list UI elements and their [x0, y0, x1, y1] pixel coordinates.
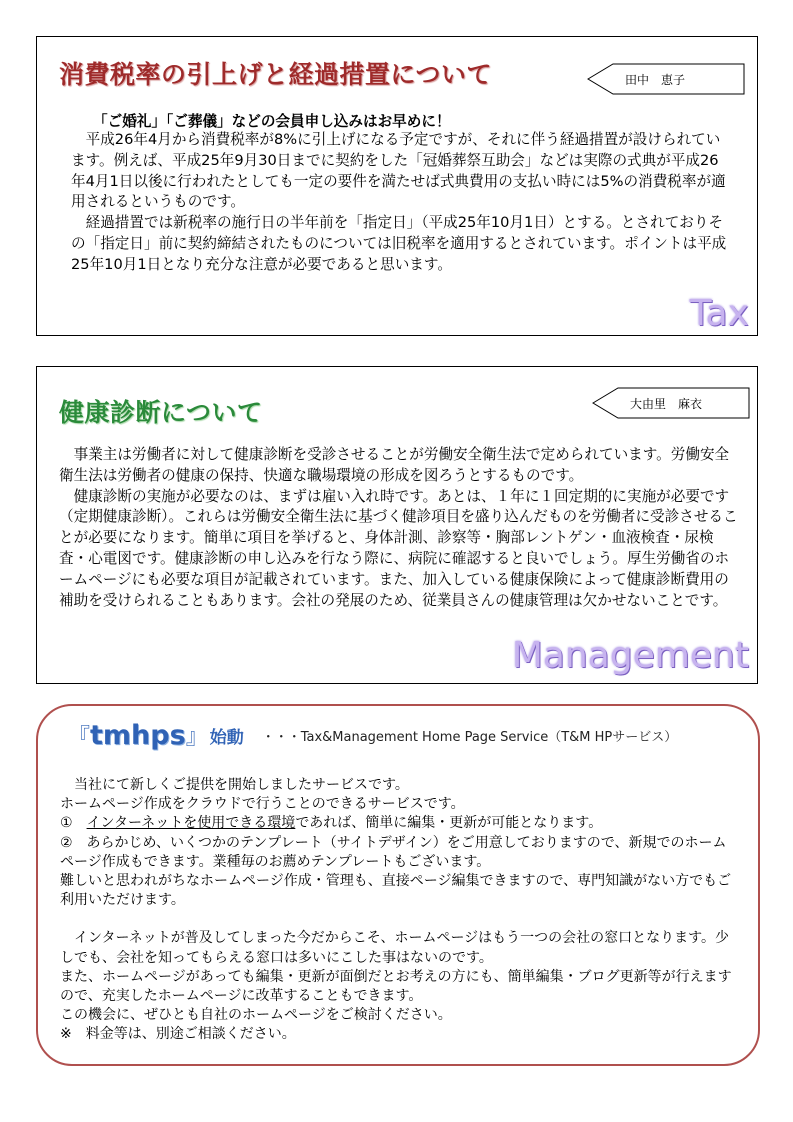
- bracket-close: 』: [185, 725, 208, 750]
- author-tag: [587, 63, 745, 95]
- tmhps-line-2: ホームページ作成をクラウドで行うことのできるサービスです。: [60, 796, 465, 813]
- health-paragraph-1: 事業主は労働者に対して健康診断を受診させることが労働安全衛生法で定められています。労働安全衛生法は労働者の健康の保持、快適な職場環境の形成を図ろうとするものです。: [59, 446, 730, 484]
- tax-article: [36, 36, 758, 336]
- tmhps-start-label: 始動: [209, 728, 244, 748]
- tmhps-line-1: 当社にて新しくご提供を開始しましたサービスです。: [60, 777, 409, 793]
- spacer: [60, 910, 740, 929]
- tmhps-logo: tmhps: [90, 720, 186, 751]
- tmhps-announcement: [36, 704, 760, 1066]
- tmhps-line-5: また、ホームページがあっても編集・更新が面倒だとお考えの方にも、簡単編集・ブログ更新等が行えますので、充実したホームページに改革することもできます。: [60, 968, 732, 1005]
- item-1-underlined: インターネットを使用できる環境: [86, 815, 296, 832]
- item-1-marker: ①: [60, 815, 87, 832]
- tmhps-body: [60, 776, 740, 1045]
- author-name: 大由里 麻衣: [630, 397, 703, 411]
- tax-paragraph-2: 経過措置では新税率の施行日の半年前を「指定日」（平成25年10月1日）とする。とされておりその「指定日」前に契約締結されたものについては旧税率を適用するとされています。ポイントは平成25年10月1日となり充分な注意が必要であると思います。: [71, 214, 727, 273]
- tax-watermark: Tax: [689, 293, 749, 334]
- tmhps-description: ・・・Tax&Management Home Page Service（T&M HPサービス）: [261, 730, 678, 745]
- health-article: [36, 366, 758, 684]
- health-article-title: 健康診断について: [59, 398, 263, 427]
- tmhps-line-7: ※ 料金等は、別途ご相談ください。: [60, 1026, 296, 1043]
- item-1-rest: であれば、簡単に編集・更新が可能となります。: [295, 815, 603, 832]
- health-body: [59, 445, 739, 611]
- tmhps-item-1: [60, 814, 740, 833]
- tmhps-line-6: この機会に、ぜひとも自社のホームページをご検討ください。: [60, 1007, 452, 1024]
- tmhps-line-3: 難しいと思われがちなホームページ作成・管理も、直接ページ編集できますので、専門知識がない方でもご利用いただけます。: [60, 873, 732, 909]
- tax-subhead: 「ご婚礼」「ご葬儀」などの会員申し込みはお早めに！: [93, 113, 451, 130]
- tax-body: [71, 130, 731, 276]
- management-watermark: Management: [511, 635, 749, 676]
- author-name: 田中 恵子: [625, 73, 686, 87]
- tmhps-item-2: ② あらかじめ、いくつかのテンプレート（サイトデザイン）をご用意しておりますので、新規でのホームページ作成もできます。業種毎のお薦めテンプレートもございます。: [60, 834, 727, 870]
- author-tag: [592, 387, 750, 419]
- tmhps-line-4: インターネットが普及してしまった今だからこそ、ホームページはもう一つの会社の窓口となります。少しでも、会社を知ってもらえる窓口は多いにこした事はないのです。: [60, 930, 730, 966]
- bracket-open: 『: [68, 725, 91, 750]
- tax-paragraph-1: 平成26年4月から消費税率が8%に引上げになる予定ですが、それに伴う経過措置が設けられています。例えば、平成25年9月30日までに契約をした「冠婚葬祭互助会」などは実際の式典が平成26年4月1日以後に行われたとしても一定の要件を満たせば式典費用の支払い時には5%の消費税率が適用されるというものです。: [71, 131, 726, 211]
- tmhps-header: [68, 720, 677, 751]
- health-paragraph-2: 健康診断の実施が必要なのは、まずは雇い入れ時です。あとは、１年に１回定期的に実施が必要です（定期健康診断）。これらは労働安全衛生法に基づく健診項目を盛り込んだものを労働者に受診させることが必要になります。簡単に項目を挙げると、身体計測、診察等・胸部レントゲン・血液検査・尿検査・心電図です。健康診断の申し込みを行なう際に、病院に確認すると良いでしょう。厚生労働省のホームページにも必要な項目が記載されています。また、加入している健康保険によって健康診断費用の補助を受けられることもあります。会社の発展のため、従業員さんの健康管理は欠かせないことです。: [59, 487, 738, 609]
- tax-article-title: 消費税率の引上げと経過措置について: [59, 60, 493, 89]
